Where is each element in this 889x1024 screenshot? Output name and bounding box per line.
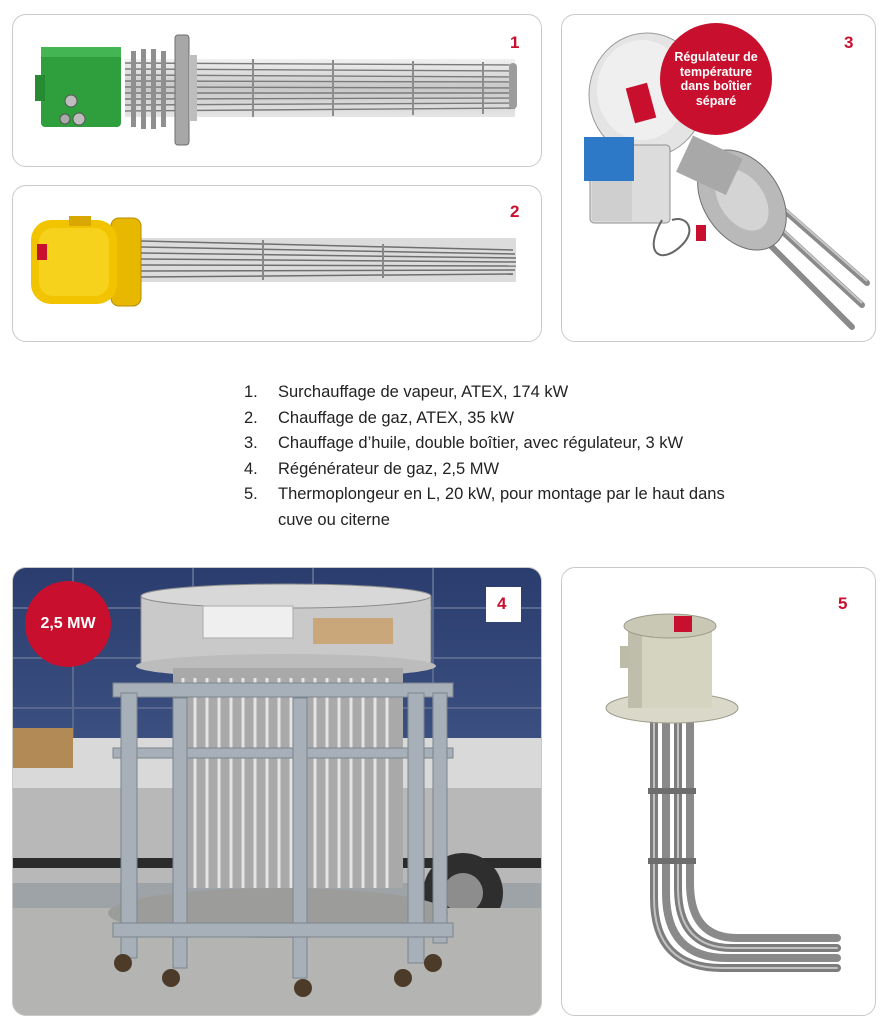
- l-shaped-immersion-heater-image: [562, 568, 875, 1015]
- product-card-2: [12, 185, 542, 342]
- product-card-5: [561, 567, 876, 1016]
- product-card-1: [12, 14, 542, 167]
- regulator-badge: Régulateur de température dans boîtier séparé: [660, 23, 772, 135]
- panel-number-3: 3: [844, 33, 854, 52]
- panel-number-2: 2: [510, 202, 520, 221]
- caption-item: 1. Surchauffage de vapeur, ATEX, 174 kW: [244, 383, 569, 401]
- caption-item: 3. Chauffage d’huile, double boîtier, avec régulateur, 3 kW: [244, 434, 684, 452]
- caption-item: 2. Chauffage de gaz, ATEX, 35 kW: [244, 408, 515, 427]
- gas-heater-image: [13, 186, 541, 341]
- steam-superheater-image: [13, 15, 541, 166]
- product-card-3: [561, 14, 876, 342]
- product-card-4: [12, 567, 542, 1016]
- panel-number-1: 1: [510, 33, 520, 52]
- panel-number-5: 5: [838, 594, 848, 613]
- caption-item: 5. Thermoplongeur en L, 20 kW, pour montage par le haut dans cuve ou citerne: [244, 485, 725, 529]
- power-badge: 2,5 MW: [25, 581, 111, 667]
- caption-list: [244, 380, 804, 533]
- panel-number-4: 4: [497, 594, 507, 613]
- caption-item: 4. Régénérateur de gaz, 2,5 MW: [244, 459, 500, 478]
